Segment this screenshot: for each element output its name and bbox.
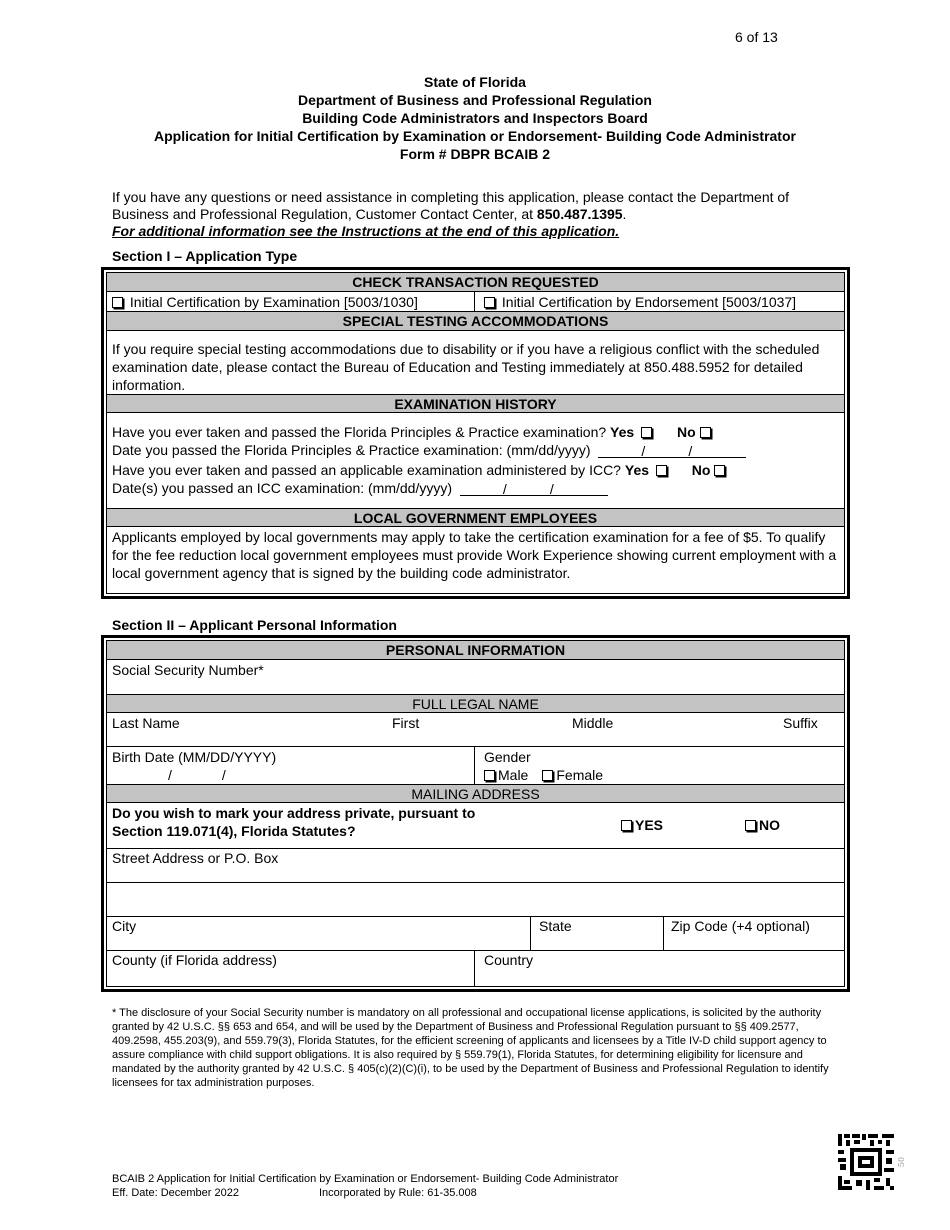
ssn-field[interactable] (107, 660, 844, 694)
section1-inner (106, 272, 845, 594)
special-testing-text: If you require special testing accommodations due to disability or if you have a religious conflict with the scheduled examination date, please contact the Bureau of Education and Testing immediately at 850.488.5952 for detailed information. (112, 341, 820, 393)
checkbox-icon[interactable] (542, 770, 553, 781)
private-yes-label: YES (635, 817, 664, 833)
exam-q2-text: Date you passed the Florida Principles & Practice examination: (mm/dd/yyyy) (112, 442, 591, 458)
exam-q4-text: Date(s) you passed an ICC examination: (mm/dd/yyyy) (112, 480, 453, 496)
birth-gender-row (107, 747, 844, 784)
check-transaction-heading: CHECK TRANSACTION REQUESTED (107, 273, 844, 292)
birth-date-label: Birth Date (MM/DD/YYYY) (112, 749, 277, 765)
state-label: State (539, 918, 572, 934)
exam-q1 (112, 423, 714, 441)
gender-male: Male (498, 767, 529, 783)
country-label: Country (484, 952, 534, 968)
full-legal-name-heading: FULL LEGAL NAME (107, 694, 844, 713)
checkbox-icon[interactable] (745, 820, 756, 831)
ssn-disclosure: * The disclosure of your Social Security number is mandatory on all professional and occupational license applications, is solicited by the authority granted by 42 U.S.C. §§ 653 and 654, and will be used by the Department of Business and Professional Regulation pursuant to §§ 409.2577, 409.2598, 455.203(9), and 559.79(3), Florida Statutes, for the efficient screening of applicants and licensees by a Title IV-D child support agency to assure compliance with child support obligations. It is also required by § 559.79(1), Florida Statutes, for determining eligibility for licensure and mandated by the authority granted by 42 U.S.C. § 405(c)(2)(C)(i), to be used by the Department of Business and Professional Regulation to identify licensees for tax administration purposes. (112, 1007, 829, 1089)
birth-date-field[interactable] (112, 748, 276, 784)
side-number: 50 (897, 1156, 907, 1168)
q3-no-label: No (691, 462, 711, 478)
section1-box (101, 267, 850, 599)
checkbox-icon[interactable] (621, 820, 632, 831)
local-gov-text: Applicants employed by local governments may apply to take the certification examination for a fee of $5. To qualify for the fee reduction local government employees must provide Work Experience showing current employment with a local government agency that is signed by the building code administrator. (112, 529, 837, 581)
checkbox-icon[interactable] (700, 427, 711, 438)
checkbox-icon[interactable] (484, 770, 495, 781)
option-endorsement[interactable] (484, 293, 796, 311)
county-label: County (if Florida address) (112, 952, 277, 968)
county-country-row (107, 951, 844, 986)
intro-text: If you have any questions or need assistance in completing this application, please contact the Department of Business and Professional Regulation, Customer Contact Center, at (112, 189, 790, 222)
private-no-option[interactable] (745, 816, 780, 834)
middle-name-label: Middle (572, 715, 614, 731)
ssn-label: Social Security Number* (112, 662, 264, 678)
date-slash: / (688, 443, 693, 459)
checkbox-icon[interactable] (656, 465, 667, 476)
contact-phone: 850.487.1395 (536, 206, 623, 222)
private-yes-option[interactable] (621, 816, 663, 834)
exam-q2 (112, 441, 746, 459)
country-field[interactable] (484, 951, 533, 986)
exam-history-body (107, 413, 844, 508)
fl-exam-date-field[interactable] (598, 444, 746, 458)
gender-female: Female (556, 767, 604, 783)
option-exam-label: Initial Certification by Examination [5003/1030] (129, 294, 418, 310)
header-application-title: Application for Initial Certification by Examination or Endorsement- Building Code Administrator (154, 128, 796, 144)
qr-code-icon (838, 1134, 894, 1190)
checkbox-icon[interactable] (484, 297, 495, 308)
footer (112, 1172, 618, 1200)
private-q-line2: Section 119.071(4), Florida Statutes? (112, 823, 356, 839)
private-address-question (112, 804, 475, 840)
date-slash: / (502, 481, 507, 497)
private-no-label: NO (759, 817, 780, 833)
first-name-label: First (392, 715, 420, 731)
checkbox-icon[interactable] (641, 427, 652, 438)
date-slash: / (168, 767, 172, 783)
last-name-label: Last Name (112, 715, 180, 731)
street-address-line2[interactable] (107, 883, 844, 917)
zip-label: Zip Code (+4 optional) (671, 918, 810, 934)
section1-title: Section I – Application Type (112, 248, 298, 264)
q3-yes-label: Yes (624, 462, 650, 478)
q1-no-label: No (676, 424, 696, 440)
section2-box (101, 635, 850, 992)
footer-rule: Incorporated by Rule: 61-35.008 (318, 1187, 477, 1199)
header-board: Building Code Administrators and Inspectors Board (302, 110, 648, 126)
private-address-row (107, 803, 844, 849)
page-number: 6 of 13 (735, 29, 778, 45)
gender-field (484, 748, 603, 784)
intro-paragraph (112, 189, 832, 240)
gender-label: Gender (484, 749, 531, 765)
city-state-zip-row (107, 917, 844, 951)
state-field[interactable] (539, 917, 572, 950)
intro-period: . (622, 206, 627, 222)
option-exam[interactable] (112, 293, 418, 311)
personal-info-heading: PERSONAL INFORMATION (107, 641, 844, 660)
exam-q4 (112, 479, 608, 497)
city-field[interactable] (112, 917, 136, 950)
header-form-number: Form # DBPR BCAIB 2 (399, 146, 551, 162)
transaction-options-row (107, 292, 844, 312)
street-address-field[interactable] (107, 849, 844, 883)
section2-title: Section II – Applicant Personal Information (112, 617, 397, 633)
exam-q1-text: Have you ever taken and passed the Florida Principles & Practice examination? (112, 424, 607, 440)
footer-form-title: BCAIB 2 Application for Initial Certification by Examination or Endorsement- Building Code Administrator (112, 1173, 619, 1185)
street-address-label: Street Address or P.O. Box (112, 850, 279, 866)
date-slash: / (549, 481, 554, 497)
exam-q3-text: Have you ever taken and passed an applicable examination administered by ICC? (112, 462, 621, 478)
option-endorsement-label: Initial Certification by Endorsement [5003/1037] (501, 294, 797, 310)
special-testing-heading: SPECIAL TESTING ACCOMMODATIONS (107, 312, 844, 331)
private-q-line1: Do you wish to mark your address private, pursuant to (112, 805, 476, 821)
exam-history-heading: EXAMINATION HISTORY (107, 394, 844, 413)
footer-eff-date: Eff. Date: December 2022 (112, 1187, 239, 1199)
suffix-label: Suffix (783, 715, 818, 731)
section2-inner (106, 640, 845, 987)
icc-exam-date-field[interactable] (460, 482, 608, 496)
mailing-address-heading: MAILING ADDRESS (107, 784, 844, 803)
county-field[interactable] (112, 951, 277, 986)
header-state: State of Florida (424, 74, 526, 90)
header-department: Department of Business and Professional Regulation (298, 92, 652, 108)
q1-yes-label: Yes (610, 424, 635, 440)
zip-field[interactable] (671, 917, 810, 950)
checkbox-icon[interactable] (112, 297, 123, 308)
date-slash: / (641, 443, 646, 459)
exam-q3 (112, 461, 728, 479)
local-gov-heading: LOCAL GOVERNMENT EMPLOYEES (107, 508, 844, 527)
instructions-note: For additional information see the Instructions at the end of this application. (112, 223, 620, 239)
form-header (0, 73, 950, 163)
city-label: City (112, 918, 137, 934)
checkbox-icon[interactable] (714, 465, 725, 476)
birth-date-slashes (112, 766, 276, 784)
name-row[interactable] (107, 713, 844, 747)
date-slash: / (221, 767, 226, 783)
